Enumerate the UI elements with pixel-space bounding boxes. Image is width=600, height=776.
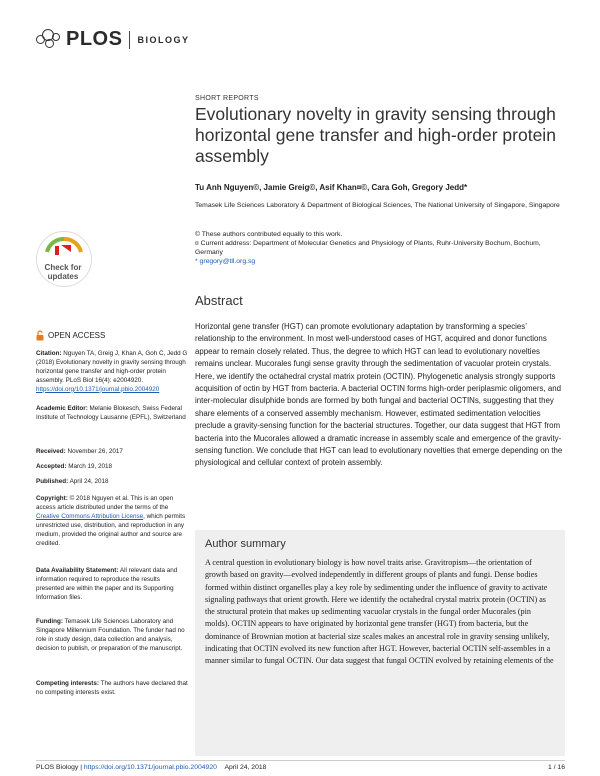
affiliation: Temasek Life Sciences Laboratory & Department of Biological Sciences, The National University of Singapore, Singapore [195, 202, 560, 209]
page-number: 1 / 16 [547, 764, 565, 771]
copyright-text-1: © 2018 Nguyen et al. This is an open access article distributed under the terms of the [36, 495, 174, 511]
footer-divider [36, 760, 565, 761]
footer-separator: | [78, 764, 84, 771]
plos-dots-icon [36, 29, 62, 51]
author-summary-text: A central question in evolutionary biology is how novel traits arise. Gravitropism—the orientation of growth based on gravity—evolved independently in different groups of plants and fungi. Dense bodies formed within distinct organelles play a key role by sedimenting under the influence of gravity to activate signaling pathways that orient growth. Here we identify the octahedral crystal matrix protein (OCTIN) as the structural protein that makes up sedimenting vacuolar crystals in the fungal order Mucorales (pin molds). OCTIN appears to have originated by horizontal gene transfer (HGT) from bacteria, but the dominance of Brownian motion at bacterial size scales makes an ancestral role in gravity sensing unlikely, indicating that OCTIN evolved its new function after HGT. However, bacterial OCTIN self-assembles in a manner similar to fungal OCTIN. Our data suggest that fungal OCTIN evolved by retaining elements of the [205, 558, 554, 666]
accepted-block [36, 463, 188, 472]
data-availability-text: All relevant data and information required to reproduce the results presented are within the paper and its Supporting Information files. [36, 567, 178, 601]
competing-interests-text: The authors have declared that no competing interests exist. [36, 680, 188, 696]
footer-doi-link[interactable]: https://doi.org/10.1371/journal.pbio.2004920 [83, 764, 217, 771]
open-lock-icon [36, 330, 44, 341]
copyright-block [36, 495, 188, 548]
journal-name: BIOLOGY [137, 34, 190, 45]
competing-interests-label: Competing interests: [36, 680, 99, 687]
author-notes [195, 230, 565, 266]
current-address-note: ¤ Current address: Department of Molecular Genetics and Physiology of Plants, Ruhr-University Bochum, Bochum, Germany [195, 240, 541, 256]
plos-wordmark: PLOS [66, 28, 123, 50]
editor-label: Academic Editor: [36, 405, 88, 412]
author-summary-heading: Author summary [205, 538, 286, 550]
editor-text: Melanie Blokesch, Swiss Federal Institute of Technology Lausanne (EPFL), Switzerland [36, 405, 186, 421]
open-access-badge [36, 330, 105, 341]
equal-contribution-note: © These authors contributed equally to this work. [195, 231, 343, 238]
check-for-updates-label: Check for updates [44, 263, 82, 281]
citation-doi-link[interactable]: https://doi.org/10.1371/journal.pbio.2004920 [36, 385, 160, 393]
accepted-label: Accepted: [36, 463, 67, 470]
article-type: SHORT REPORTS [195, 95, 259, 102]
data-availability-block [36, 567, 188, 603]
funding-label: Funding: [36, 618, 63, 625]
corresponding-email-link[interactable]: * gregory@tll.org.sg [195, 258, 256, 265]
abstract-text: Horizontal gene transfer (HGT) can promote evolutionary adaptation by transforming a species’ relationship to the environment. In most well-understood cases of HGT, acquired and donor functions appear to remain closely related. Thus, the degree to which HGT can lead to evolutionary novelties remains unclear. Mucorales fungi sense gravity through the sedimentation of vacuolar protein crystals. Here, we identify the octahedral crystal matrix protein (OCTIN). Phylogenetic analysis strongly supports acquisition of octin by HGT from bacteria. A bacterial OCTIN forms high-order periplasmic oligomers, and inter-molecular disulphide bonds are formed by both fungal and bacterial OCTINs, suggesting that they share elements of a conserved assembly mechanism. However, estimated sedimentation velocities preclude a gravity-sensing function for the bacterial structures. Together, our data suggest that HGT from bacteria into the Mucorales allowed a dramatic increase in assembly scale and emergence of the gravity-sensing function. We conclude that HGT can lead to evolutionary novelties that emerge depending on the physiological and cellular context of protein assembly. [195, 322, 563, 468]
accepted-date: March 19, 2018 [68, 463, 112, 470]
funding-text: Temasek Life Sciences Laboratory and Singapore Millennium Foundation. The funder had no role in study design, data collection and analysis, decision to publish, or preparation of the manuscript. [36, 618, 185, 652]
footer-date: April 24, 2018 [224, 764, 267, 771]
published-label: Published: [36, 478, 69, 485]
article-title: Evolutionary novelty in gravity sensing through horizontal gene transfer and high-order protein assembly [195, 104, 556, 166]
logo-divider [129, 31, 130, 49]
citation-text: Nguyen TA, Greig J, Khan A, Goh C, Jedd G (2018) Evolutionary novelty in gravity sensing through horizontal gene transfer and high-order protein assembly. PLoS Biol 16(4): e2004920. [36, 350, 188, 384]
academic-editor-block [36, 405, 188, 423]
license-link[interactable]: Creative Commons Attribution License [36, 512, 144, 520]
received-date: November 26, 2017 [67, 448, 123, 455]
footer-info [36, 764, 266, 771]
copyright-label: Copyright: [36, 495, 68, 502]
abstract-heading: Abstract [195, 293, 243, 308]
received-block [36, 448, 188, 457]
copyright-text-2: , which permits unrestricted use, distribution, and reproduction in any medium, provided the original author and source are credited. [36, 512, 186, 547]
citation-block [36, 350, 188, 395]
footer-journal: PLOS Biology [36, 764, 79, 771]
published-date: April 24, 2018 [69, 478, 109, 485]
competing-interests-block [36, 680, 188, 698]
received-label: Received: [36, 448, 66, 455]
funding-block [36, 618, 188, 654]
open-access-label: OPEN ACCESS [48, 331, 106, 340]
citation-label: Citation: [36, 350, 62, 357]
author-list: Tu Anh Nguyen©, Jamie Greig©, Asif Khan¤©, Cara Goh, Gregory Jedd* [195, 183, 468, 192]
published-block [36, 478, 188, 487]
plos-logo[interactable] [36, 28, 189, 51]
data-availability-label: Data Availability Statement: [36, 567, 119, 574]
